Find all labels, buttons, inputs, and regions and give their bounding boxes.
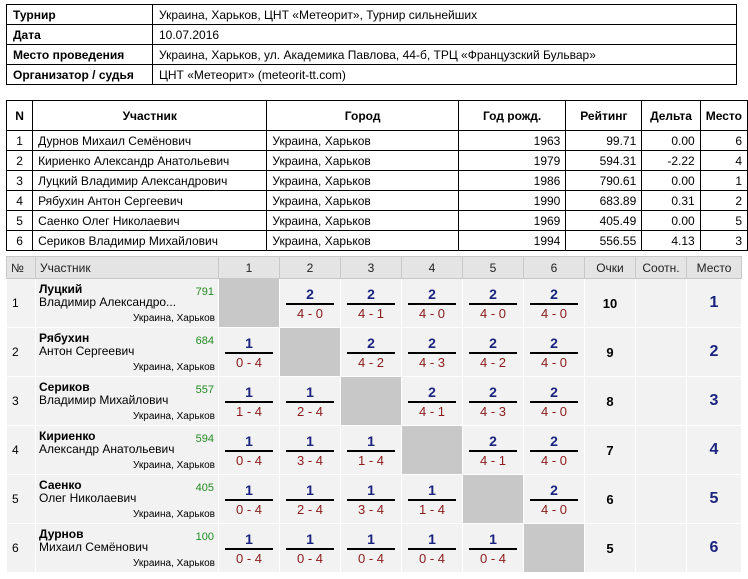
- participant-rating: 594.31: [566, 151, 642, 171]
- participant-name: Рябухин Антон Сергеевич: [33, 191, 267, 211]
- participant-name: Луцкий Владимир Александрович: [33, 171, 267, 191]
- participant-delta: 0.00: [642, 131, 700, 151]
- game-result-cell: [463, 524, 524, 573]
- participant-number: 6: [7, 231, 33, 251]
- crosstable-player-cell: [36, 377, 219, 426]
- participant-name: Саенко Олег Николаевич: [33, 211, 267, 231]
- participant-place: 6: [700, 131, 747, 151]
- participant-name: Дурнов Михаил Семёнович: [33, 131, 267, 151]
- participant-city: Украина, Харьков: [267, 151, 458, 171]
- game-points: 2: [489, 285, 497, 302]
- game-points: 1: [306, 530, 314, 547]
- game-result-cell: [463, 328, 524, 377]
- info-key: Турнир: [7, 5, 153, 25]
- game-score: 1 - 4: [357, 452, 384, 468]
- crosstable-row-number: 2: [7, 328, 36, 377]
- participants-column-header: Место: [700, 101, 747, 131]
- participant-number: 3: [7, 171, 33, 191]
- participant-city: Украина, Харьков: [267, 171, 458, 191]
- player-first-name: Антон Сергеевич: [39, 344, 135, 358]
- game-result-cell: [341, 328, 402, 377]
- participant-name: Сериков Владимир Михайлович: [33, 231, 267, 251]
- game-result-cell: [219, 426, 280, 475]
- crosstable-player-cell: [36, 426, 219, 475]
- tournament-info-table: [6, 4, 737, 85]
- game-score: 0 - 4: [235, 354, 262, 370]
- crosstable-column-header: Очки: [585, 257, 636, 279]
- player-surname: Кириенко: [39, 429, 96, 443]
- crosstable-body: [7, 279, 742, 573]
- game-points: 2: [306, 285, 314, 302]
- game-result-cell: [524, 426, 585, 475]
- game-points: 1: [367, 530, 375, 547]
- info-key: Место проведения: [7, 45, 153, 65]
- game-result-cell: [402, 475, 463, 524]
- crosstable-column-header: 2: [280, 257, 341, 279]
- participant-place: 1: [700, 171, 747, 191]
- participant-row: [7, 231, 748, 251]
- game-points: 2: [428, 383, 436, 400]
- participant-number: 2: [7, 151, 33, 171]
- participants-table: [6, 100, 748, 251]
- game-points: 2: [550, 383, 558, 400]
- crosstable-row-number: 3: [7, 377, 36, 426]
- game-score: 3 - 4: [296, 452, 323, 468]
- participant-delta: 0.00: [642, 171, 700, 191]
- participant-city: Украина, Харьков: [267, 211, 458, 231]
- game-result-cell: [219, 475, 280, 524]
- game-points: 1: [245, 383, 253, 400]
- participants-column-header: N: [7, 101, 33, 131]
- game-result-cell: [219, 328, 280, 377]
- game-score: 0 - 4: [296, 550, 323, 566]
- crosstable-self-cell: [280, 328, 341, 377]
- participant-birth-year: 1963: [458, 131, 566, 151]
- game-score: 0 - 4: [479, 550, 506, 566]
- player-city: Украина, Харьков: [133, 411, 215, 422]
- game-score: 0 - 4: [235, 501, 262, 517]
- game-points: 1: [245, 481, 253, 498]
- game-divider: [469, 401, 517, 403]
- player-city: Украина, Харьков: [133, 509, 215, 520]
- player-surname: Саенко: [39, 478, 82, 492]
- game-points: 2: [367, 285, 375, 302]
- game-points: 1: [367, 481, 375, 498]
- game-score: 4 - 0: [418, 305, 445, 321]
- participant-birth-year: 1986: [458, 171, 566, 191]
- player-city: Украина, Харьков: [133, 460, 215, 471]
- game-divider: [408, 548, 456, 550]
- game-result-cell: [463, 377, 524, 426]
- participants-column-header: Город: [267, 101, 458, 131]
- crosstable-header-row: [7, 257, 742, 279]
- participant-birth-year: 1969: [458, 211, 566, 231]
- game-result-cell: [341, 475, 402, 524]
- player-points: 6: [585, 475, 636, 524]
- game-points: 2: [489, 383, 497, 400]
- info-key: Дата: [7, 25, 153, 45]
- participant-row: [7, 151, 748, 171]
- game-divider: [286, 303, 334, 305]
- game-divider: [225, 352, 273, 354]
- game-divider: [469, 352, 517, 354]
- game-score: 4 - 1: [418, 403, 445, 419]
- game-divider: [225, 548, 273, 550]
- crosstable-player-cell: [36, 524, 219, 573]
- game-score: 4 - 2: [357, 354, 384, 370]
- game-divider: [469, 303, 517, 305]
- game-score: 4 - 1: [357, 305, 384, 321]
- game-points: 1: [428, 481, 436, 498]
- game-divider: [347, 548, 395, 550]
- participant-rating: 405.49: [566, 211, 642, 231]
- game-result-cell: [524, 377, 585, 426]
- crosstable: [6, 256, 742, 573]
- crosstable-column-header: 6: [524, 257, 585, 279]
- game-score: 4 - 0: [540, 403, 567, 419]
- game-points: 2: [550, 285, 558, 302]
- participants-column-header: Дельта: [642, 101, 700, 131]
- participant-delta: 0.00: [642, 211, 700, 231]
- game-divider: [408, 401, 456, 403]
- participant-city: Украина, Харьков: [267, 131, 458, 151]
- participant-delta: -2.22: [642, 151, 700, 171]
- player-ratio: [636, 377, 687, 426]
- game-result-cell: [341, 426, 402, 475]
- game-result-cell: [463, 279, 524, 328]
- crosstable-column-header: Место: [687, 257, 742, 279]
- participant-delta: 0.31: [642, 191, 700, 211]
- crosstable-player-cell: [36, 475, 219, 524]
- participant-rating: 99.71: [566, 131, 642, 151]
- player-points: 10: [585, 279, 636, 328]
- info-value: Украина, Харьков, ул. Академика Павлова, 44-б, ТРЦ «Французский Бульвар»: [153, 45, 737, 65]
- game-score: 4 - 0: [540, 305, 567, 321]
- crosstable-self-cell: [463, 475, 524, 524]
- game-divider: [347, 450, 395, 452]
- player-first-name: Михаил Семёнович: [39, 540, 149, 554]
- crosstable-self-cell: [524, 524, 585, 573]
- game-result-cell: [463, 426, 524, 475]
- info-value: ЦНТ «Метеорит» (meteorit-tt.com): [153, 65, 737, 85]
- game-divider: [530, 450, 578, 452]
- game-points: 1: [306, 481, 314, 498]
- crosstable-row: [7, 377, 742, 426]
- info-row: [7, 65, 737, 85]
- player-ratio: [636, 524, 687, 573]
- game-divider: [469, 450, 517, 452]
- game-divider: [347, 499, 395, 501]
- game-score: 2 - 4: [296, 403, 323, 419]
- game-points: 1: [367, 432, 375, 449]
- player-city: Украина, Харьков: [133, 362, 215, 373]
- player-points: 5: [585, 524, 636, 573]
- player-first-name: Александр Анатольевич: [39, 442, 175, 456]
- game-result-cell: [280, 279, 341, 328]
- crosstable-column-header: Соотн.: [636, 257, 687, 279]
- player-rating: 594: [195, 433, 214, 445]
- player-first-name: Владимир Михайлович: [39, 393, 169, 407]
- crosstable-self-cell: [219, 279, 280, 328]
- game-points: 2: [489, 432, 497, 449]
- tournament-info-body: [7, 5, 737, 85]
- game-score: 4 - 0: [479, 305, 506, 321]
- player-ratio: [636, 328, 687, 377]
- crosstable-row-number: 5: [7, 475, 36, 524]
- participant-birth-year: 1979: [458, 151, 566, 171]
- game-result-cell: [402, 328, 463, 377]
- game-result-cell: [280, 377, 341, 426]
- game-divider: [530, 303, 578, 305]
- player-rating: 100: [195, 531, 214, 543]
- game-points: 2: [550, 432, 558, 449]
- crosstable-column-header: 1: [219, 257, 280, 279]
- game-divider: [225, 401, 273, 403]
- player-ratio: [636, 426, 687, 475]
- player-first-name: Владимир Александро...: [39, 295, 177, 309]
- crosstable-column-header: Участник: [36, 257, 219, 279]
- info-row: [7, 5, 737, 25]
- game-points: 1: [245, 432, 253, 449]
- game-score: 4 - 0: [540, 501, 567, 517]
- game-points: 2: [550, 334, 558, 351]
- game-result-cell: [280, 524, 341, 573]
- game-score: 4 - 3: [418, 354, 445, 370]
- game-divider: [408, 352, 456, 354]
- game-result-cell: [524, 328, 585, 377]
- game-divider: [286, 548, 334, 550]
- crosstable-self-cell: [341, 377, 402, 426]
- game-points: 1: [245, 530, 253, 547]
- participant-city: Украина, Харьков: [267, 191, 458, 211]
- player-points: 9: [585, 328, 636, 377]
- crosstable-column-header: 4: [402, 257, 463, 279]
- participant-place: 3: [700, 231, 747, 251]
- player-city: Украина, Харьков: [133, 558, 215, 569]
- crosstable-column-header: 3: [341, 257, 402, 279]
- player-city: Украина, Харьков: [133, 313, 215, 324]
- game-divider: [347, 303, 395, 305]
- crosstable-row: [7, 475, 742, 524]
- crosstable-row-number: 4: [7, 426, 36, 475]
- game-points: 1: [306, 432, 314, 449]
- game-divider: [286, 450, 334, 452]
- participant-birth-year: 1990: [458, 191, 566, 211]
- player-rating: 791: [195, 286, 214, 298]
- participants-body: [7, 131, 748, 251]
- participant-rating: 683.89: [566, 191, 642, 211]
- crosstable-column-header: №: [7, 257, 36, 279]
- player-rating: 557: [195, 384, 214, 396]
- player-surname: Луцкий: [39, 282, 83, 296]
- game-points: 2: [489, 334, 497, 351]
- game-result-cell: [280, 426, 341, 475]
- game-points: 2: [367, 334, 375, 351]
- game-score: 0 - 4: [357, 550, 384, 566]
- participant-delta: 4.13: [642, 231, 700, 251]
- participants-column-header: Рейтинг: [566, 101, 642, 131]
- game-divider: [530, 401, 578, 403]
- crosstable-row: [7, 524, 742, 573]
- info-row: [7, 45, 737, 65]
- game-points: 2: [428, 334, 436, 351]
- game-points: 1: [306, 383, 314, 400]
- player-place: 3: [687, 377, 742, 426]
- participant-name: Кириенко Александр Анатольевич: [33, 151, 267, 171]
- crosstable-column-header: 5: [463, 257, 524, 279]
- player-surname: Дурнов: [39, 527, 84, 541]
- crosstable-row: [7, 279, 742, 328]
- participant-city: Украина, Харьков: [267, 231, 458, 251]
- crosstable-player-cell: [36, 328, 219, 377]
- player-rating: 405: [195, 482, 214, 494]
- game-points: 1: [245, 334, 253, 351]
- game-points: 1: [428, 530, 436, 547]
- game-points: 2: [550, 481, 558, 498]
- player-first-name: Олег Николаевич: [39, 491, 137, 505]
- participant-number: 4: [7, 191, 33, 211]
- game-divider: [408, 499, 456, 501]
- participant-place: 4: [700, 151, 747, 171]
- game-score: 3 - 4: [357, 501, 384, 517]
- participants-column-header: Год рожд.: [458, 101, 566, 131]
- participant-row: [7, 211, 748, 231]
- info-key: Организатор / судья: [7, 65, 153, 85]
- game-result-cell: [402, 279, 463, 328]
- game-score: 1 - 4: [418, 501, 445, 517]
- game-score: 4 - 3: [479, 403, 506, 419]
- game-result-cell: [219, 524, 280, 573]
- participants-header-row: [7, 101, 748, 131]
- crosstable-player-cell: [36, 279, 219, 328]
- game-divider: [408, 303, 456, 305]
- game-result-cell: [219, 377, 280, 426]
- participant-birth-year: 1994: [458, 231, 566, 251]
- game-result-cell: [402, 524, 463, 573]
- player-rating: 684: [195, 335, 214, 347]
- game-result-cell: [524, 279, 585, 328]
- game-score: 0 - 4: [235, 550, 262, 566]
- player-place: 2: [687, 328, 742, 377]
- crosstable-row: [7, 328, 742, 377]
- game-score: 4 - 1: [479, 452, 506, 468]
- game-result-cell: [402, 377, 463, 426]
- game-score: 0 - 4: [418, 550, 445, 566]
- game-score: 1 - 4: [235, 403, 262, 419]
- info-value: Украина, Харьков, ЦНТ «Метеорит», Турнир сильнейших: [153, 5, 737, 25]
- game-divider: [286, 401, 334, 403]
- game-score: 4 - 0: [540, 452, 567, 468]
- player-points: 7: [585, 426, 636, 475]
- participant-number: 5: [7, 211, 33, 231]
- player-place: 5: [687, 475, 742, 524]
- game-score: 4 - 2: [479, 354, 506, 370]
- player-ratio: [636, 279, 687, 328]
- game-divider: [225, 499, 273, 501]
- participant-rating: 556.55: [566, 231, 642, 251]
- crosstable-row-number: 1: [7, 279, 36, 328]
- game-result-cell: [524, 475, 585, 524]
- player-place: 4: [687, 426, 742, 475]
- participants-column-header: Участник: [33, 101, 267, 131]
- participant-rating: 790.61: [566, 171, 642, 191]
- game-points: 2: [428, 285, 436, 302]
- player-place: 1: [687, 279, 742, 328]
- game-divider: [530, 499, 578, 501]
- game-divider: [530, 352, 578, 354]
- player-place: 6: [687, 524, 742, 573]
- player-points: 8: [585, 377, 636, 426]
- game-result-cell: [341, 279, 402, 328]
- participant-place: 5: [700, 211, 747, 231]
- game-score: 4 - 0: [540, 354, 567, 370]
- game-divider: [469, 548, 517, 550]
- participant-place: 2: [700, 191, 747, 211]
- participant-row: [7, 171, 748, 191]
- crosstable-self-cell: [402, 426, 463, 475]
- game-divider: [347, 352, 395, 354]
- info-row: [7, 25, 737, 45]
- participant-number: 1: [7, 131, 33, 151]
- participant-row: [7, 191, 748, 211]
- game-points: 1: [489, 530, 497, 547]
- game-divider: [225, 450, 273, 452]
- crosstable-row-number: 6: [7, 524, 36, 573]
- game-score: 0 - 4: [235, 452, 262, 468]
- player-surname: Рябухин: [39, 331, 90, 345]
- player-ratio: [636, 475, 687, 524]
- game-result-cell: [280, 475, 341, 524]
- participant-row: [7, 131, 748, 151]
- game-score: 4 - 0: [296, 305, 323, 321]
- game-divider: [286, 499, 334, 501]
- player-surname: Сериков: [39, 380, 90, 394]
- game-result-cell: [341, 524, 402, 573]
- game-score: 2 - 4: [296, 501, 323, 517]
- crosstable-row: [7, 426, 742, 475]
- info-value: 10.07.2016: [153, 25, 737, 45]
